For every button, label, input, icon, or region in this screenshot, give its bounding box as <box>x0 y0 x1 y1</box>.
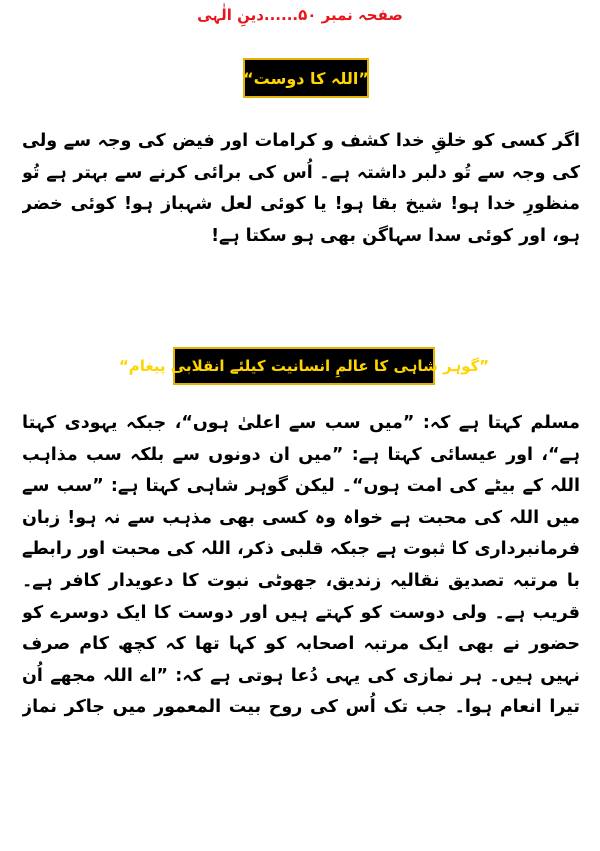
text-line: ہو، اور کوئی سدا سہاگن بھی ہو سکتا ہے! <box>211 225 580 246</box>
section-title: ”اللہ کا دوست“ <box>243 68 369 88</box>
section-title-box <box>243 58 369 98</box>
text-line: قریب ہے۔ ولی دوست کو کہتے ہیں اور دوست کا ایک دوسرے کو <box>22 602 580 623</box>
text-line: با مرتبہ تصدیق نقالیہ زندیق، جھوٹی نبوت کا دعویدار کافر ہے۔ <box>22 570 580 591</box>
section-title-box <box>118 347 490 385</box>
text-line: حضور نے بھی ایک مرتبہ اصحابہ کو کہا تھا کہ کچھ کام صرف <box>22 634 580 655</box>
section-title: ”گوہر شاہی کا عالمِ انسانیت کیلئے انقلابی پیغام“ <box>118 357 490 375</box>
text-line: تیرا انعام ہوا۔ جب تک اُس کی روح بیت المعمور میں جاکر نماز <box>22 697 580 718</box>
text-line: کی وجہ سے تُو دلبر داشتہ ہے۔ اُس کی برائی کرنے سے بہتر ہے تُو <box>22 162 580 183</box>
text-line: نہیں ہیں۔ ہر نمازی کی یہی دُعا ہوتی ہے کہ: ”اے اللہ مجھے اُن <box>22 665 580 686</box>
text-line: میں اللہ کی محبت ہے خواہ وہ کسی بھی مذہب سے نہ ہو! زبان <box>22 507 580 528</box>
paragraph-message <box>22 408 580 724</box>
text-line: فرمانبرداری کا ثبوت ہے جبکہ قلبی ذکر، اللہ کی محبت اور رابطے <box>22 539 580 560</box>
text-line: اللہ کے بیٹے کی امت ہوں“۔ لیکن گوہر شاہی کہتا ہے: ”سب سے <box>22 476 580 497</box>
text-line: ہے“، اور عیسائی کہتا ہے: ”میں ان دونوں سے بلکہ سب مذاہب <box>22 444 580 465</box>
text-line: منظورِ خدا ہو! شیخ بقا ہو! یا کوئی لعل شہباز ہو! کوئی خضر <box>22 194 580 215</box>
page-header: صفحہ نمبر ۵۰......دینِ الٰہی <box>197 6 403 24</box>
paragraph-friend-of-god <box>22 126 580 252</box>
text-line: مسلم کہتا ہے کہ: ”میں سب سے اعلیٰ ہوں“، جبکہ یہودی کہتا <box>22 413 580 433</box>
text-line: اگر کسی کو خلقِ خدا کشف و کرامات اور فیض کی وجہ سے ولی <box>22 131 580 151</box>
